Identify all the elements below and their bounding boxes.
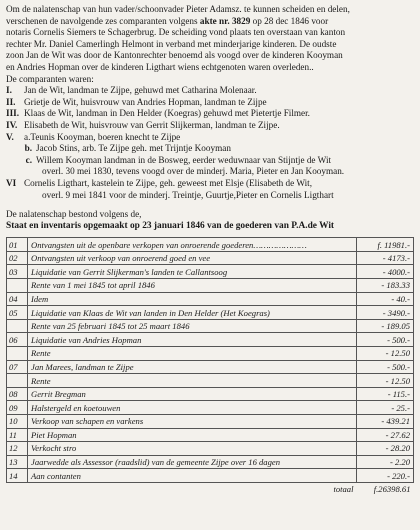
table-row	[7, 306, 414, 320]
heir-item	[6, 120, 414, 132]
inventory-table	[6, 237, 414, 495]
row-amount: - 12.50	[357, 347, 414, 361]
intro-line: De comparanten waren:	[6, 73, 94, 84]
row-number: 02	[7, 251, 28, 265]
row-description: Ontvangsten uit de openbare verkopen van onroerende goederen…………………	[28, 238, 357, 252]
row-amount: f. 11981.-	[357, 238, 414, 252]
row-amount: - 115.-	[357, 387, 414, 401]
heir-number	[6, 166, 24, 178]
row-amount: - 189.05	[357, 319, 414, 333]
row-number: 10	[7, 415, 28, 429]
heir-text: Jan de Wit, landman te Zijpe, gehuwd met Catharina Molenaar.	[24, 85, 257, 96]
heir-item	[6, 85, 414, 97]
heir-item	[6, 190, 414, 202]
table-row	[7, 238, 414, 252]
table-row	[7, 374, 414, 388]
row-description: Jaarwedde als Assessor (raadslid) van de gemeente Zijpe over 16 dagen	[28, 455, 357, 469]
row-amount: - 40.-	[357, 292, 414, 306]
heir-text: Grietje de Wit, huisvrouw van Andries Hopman, landman te Zijpe	[24, 96, 267, 107]
heir-item	[6, 178, 414, 190]
heir-text: Klaas de Wit, landman in Den Helder (Koegras) gehuwd met Pietertje Filmer.	[24, 108, 310, 119]
table-row	[7, 292, 414, 306]
table-row	[7, 333, 414, 347]
intro-text: verschenen de navolgende zes comparanten volgens	[6, 15, 200, 26]
row-amount: - 12.50	[357, 374, 414, 388]
table-row	[7, 428, 414, 442]
heir-text: a.Teunis Kooyman, boeren knecht te Zijpe	[24, 131, 181, 142]
table-row	[7, 347, 414, 361]
row-amount: - 183.33	[357, 279, 414, 293]
row-description: Jan Marees, landman te Zijpe	[28, 360, 357, 374]
heir-text: Willem Kooyman landman in de Bosweg, eerder weduwnaar van Stijntje de Wit	[36, 154, 332, 165]
row-number: 13	[7, 455, 28, 469]
row-number: 12	[7, 442, 28, 456]
deed-number: akte nr. 3829	[199, 15, 251, 26]
row-description: Piet Hopman	[28, 428, 357, 442]
row-number: 04	[7, 292, 28, 306]
heir-item	[6, 97, 414, 109]
row-amount: - 4000.-	[357, 265, 414, 279]
table-row	[7, 469, 414, 483]
table-row	[7, 319, 414, 333]
row-number: 05	[7, 306, 28, 320]
heir-text: Jacob Stins, arb. Te Zijpe geh. met Trijntje Kooyman	[36, 143, 231, 154]
table-row	[7, 442, 414, 456]
intro-paragraph	[6, 4, 414, 85]
row-description: Liquidatie van Klaas de Wit van landen in Den Helder (Het Koegras)	[28, 306, 357, 320]
intro-line: Om de nalatenschap van hun vader/schoonvader Pieter Adamsz. te kunnen scheiden en delen,	[6, 4, 350, 14]
heir-text: Elisabeth de Wit, huisvrouw van Gerrit Slijkerman, landman te Zijpe.	[24, 119, 280, 130]
heir-item	[6, 166, 414, 178]
total-amount: f.26398.61	[357, 482, 414, 495]
heir-item	[6, 155, 414, 167]
row-description: Verkocht stro	[28, 442, 357, 456]
row-description: Liquidatie van Gerrit Slijkerman's landen te Callantsoog	[28, 265, 357, 279]
row-number	[7, 347, 28, 361]
row-amount: - 27.62	[357, 428, 414, 442]
row-description: Rente van 25 februari 1845 tot 25 maart 1846	[28, 319, 357, 333]
row-description: Rente	[28, 347, 357, 361]
row-number: 01	[7, 238, 28, 252]
row-description: Verkoop van schapen en varkens	[28, 415, 357, 429]
heir-number: II.	[6, 96, 16, 107]
row-amount: - 25.-	[357, 401, 414, 415]
heir-number: III.	[6, 108, 20, 119]
intro-line: en Andries Hopman over de kinderen Ligthart wiens echtgenoten waren overleden..	[6, 61, 314, 72]
row-amount: - 3490.-	[357, 306, 414, 320]
table-row	[7, 251, 414, 265]
heir-item	[6, 132, 414, 144]
intro-line: zoon Jan de Wit was door de Kantonrechter benoemd als voogd over de kinderen Kooyman	[6, 50, 343, 61]
row-description: Gerrit Bregman	[28, 387, 357, 401]
table-title: Staat en inventaris opgemaakt op 23 januari 1846 van de goederen van P.A.de Wit	[6, 220, 335, 231]
row-description: Ontvangsten uit verkoop van onroerend goed en vee	[28, 251, 357, 265]
row-amount: - 28.20	[357, 442, 414, 456]
heir-number	[6, 190, 24, 202]
heir-text: overl. 30 mei 1830, tevens voogd over de minderj. Maria, Pieter en Jan Kooyman.	[42, 166, 345, 177]
intro-line: rechter Mr. Daniel Camerlingh Helmont in verband met minderjarige kinderen. De oudste	[6, 38, 337, 49]
row-description: Aan contanten	[28, 469, 357, 483]
row-amount: - 500.-	[357, 360, 414, 374]
row-number: 14	[7, 469, 28, 483]
row-description: Liquidatie van Andries Hopman	[28, 333, 357, 347]
row-amount: - 500.-	[357, 333, 414, 347]
row-description: Rente van 1 mei 1845 tot april 1846	[28, 279, 357, 293]
row-amount: - 4173.-	[357, 251, 414, 265]
heir-text: overl. 9 mei 1841 voor de minderj. Treintje, Guurtje,Pieter en Cornelis Ligthart	[42, 189, 334, 200]
row-number	[7, 319, 28, 333]
heir-number: V.	[6, 131, 14, 142]
row-amount: - 439.21	[357, 415, 414, 429]
intro-line	[6, 16, 414, 28]
table-row	[7, 360, 414, 374]
heir-number: I.	[6, 85, 12, 96]
heir-text: Cornelis Ligthart, kastelein te Zijpe, geh. geweest met Elsje (Elisabeth de Wit,	[24, 177, 313, 188]
table-row	[7, 455, 414, 469]
row-number: 11	[7, 428, 28, 442]
row-number	[7, 374, 28, 388]
heir-number: VI	[6, 177, 17, 188]
heir-item	[6, 143, 414, 155]
total-label: totaal	[333, 484, 354, 495]
row-number	[7, 279, 28, 293]
table-row	[7, 265, 414, 279]
row-number: 07	[7, 360, 28, 374]
row-number: 09	[7, 401, 28, 415]
heir-number: b.	[24, 143, 32, 154]
intro-line: notaris Cornelis Siemers te Schagerbrug. De scheiding vond plaats ten overstaan van kanton	[6, 27, 346, 38]
row-description: Idem	[28, 292, 357, 306]
row-number: 03	[7, 265, 28, 279]
total-row	[7, 482, 414, 495]
row-amount: - 220.-	[357, 469, 414, 483]
table-row	[7, 401, 414, 415]
intro-text: op 28 dec 1846 voor	[250, 15, 329, 26]
table-row	[7, 415, 414, 429]
row-number: 06	[7, 333, 28, 347]
heir-item	[6, 108, 414, 120]
heir-number: c.	[25, 154, 32, 165]
document-page	[6, 4, 414, 496]
heir-number: IV.	[6, 119, 18, 130]
table-row	[7, 279, 414, 293]
row-amount: - 2.20	[357, 455, 414, 469]
row-description: Rente	[28, 374, 357, 388]
row-description: Halstergeld en koetouwen	[28, 401, 357, 415]
heirs-list	[6, 85, 414, 201]
table-row	[7, 387, 414, 401]
estate-note: De nalatenschap bestond volgens de,	[6, 209, 142, 220]
row-number: 08	[7, 387, 28, 401]
